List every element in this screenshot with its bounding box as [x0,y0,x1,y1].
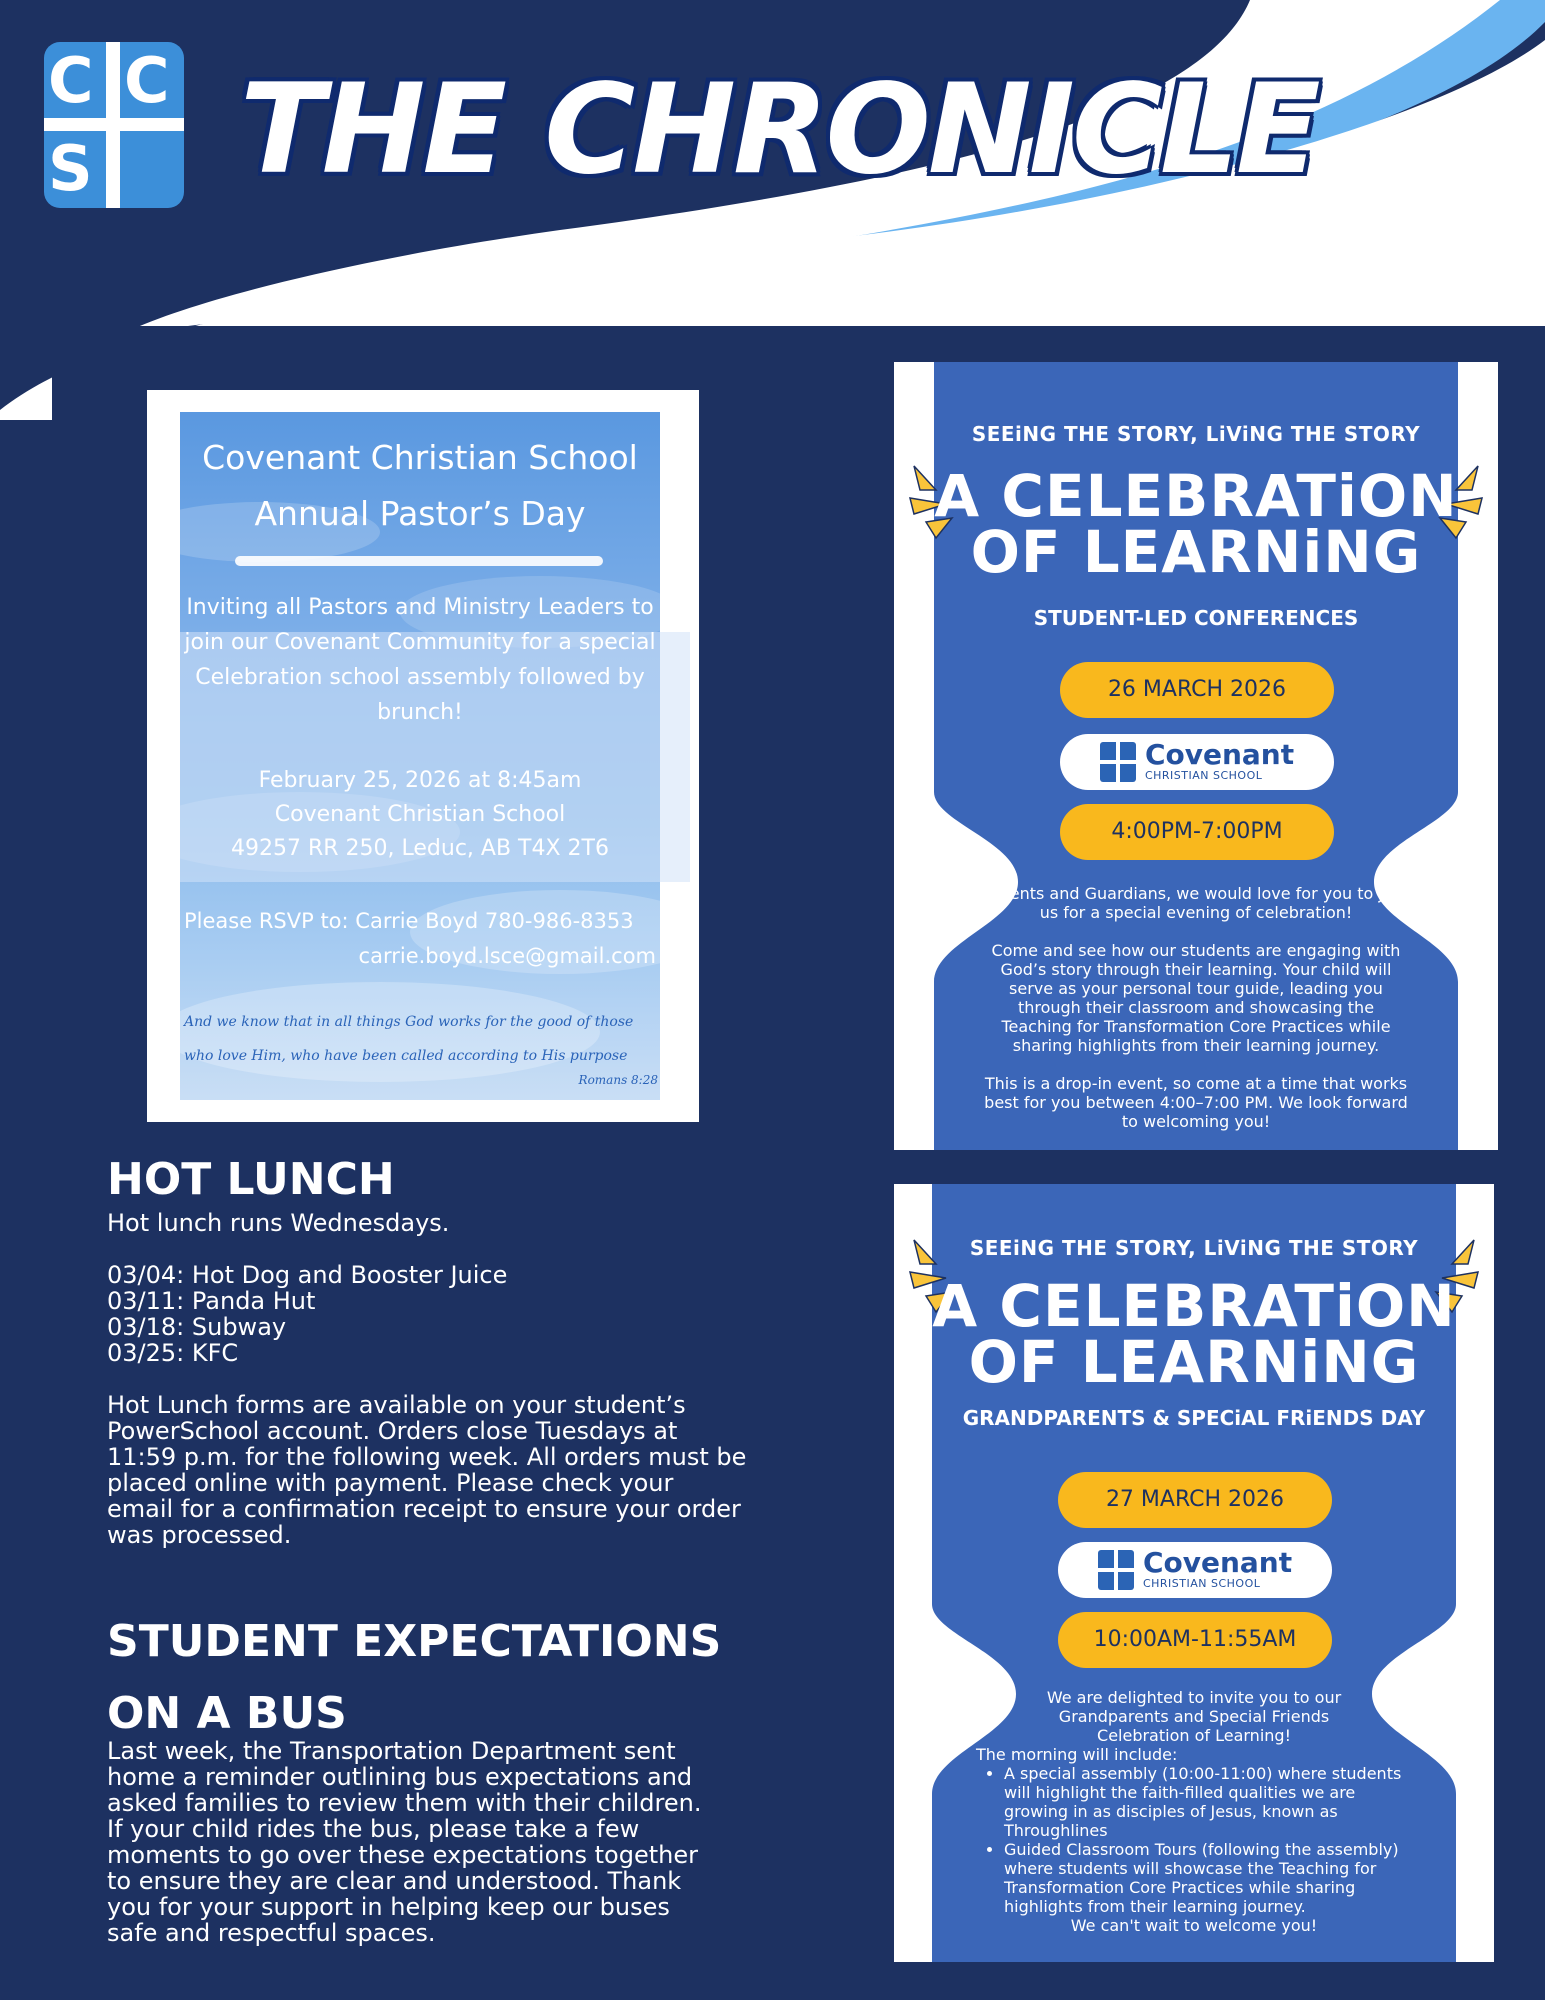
flyer1-logo-pill [1060,734,1334,790]
pastor-flyer-event-details [180,764,660,866]
flyer2-list-item: • A special assembly (10:00-11:00) where students will highlight the faith-filled qualities we are growing in as disciples of Jesus, known as Throughlines [1004,1764,1412,1840]
flyer1-body [982,884,1410,1131]
logo-letter: S [48,132,93,205]
pastor-event-date: February 25, 2026 at 8:45am [258,768,582,793]
covenant-logo-icon [1098,1550,1134,1590]
flyer2-paragraph: We are delighted to invite you to our Grandparents and Special Friends Celebration of Learning! [1046,1688,1342,1745]
hot-lunch-item: 03/25: KFC [107,1339,239,1367]
flyer2-list-intro: The morning will include: [976,1745,1178,1764]
flyer2-list [976,1764,1412,1916]
pastor-flyer-rsvp [180,904,660,974]
hot-lunch-heading: HOT LUNCH [107,1154,395,1205]
flyer1-paragraph: This is a drop-in event, so come at a time that works best for you between 4:00–7:00 PM. We look forward to welcoming you! [984,1074,1408,1131]
flyer2-title [932,1272,1456,1396]
flyer1-title-line1: A CELEBRATiON [934,462,1458,530]
verse-reference: Romans 8:28 [578,1073,658,1087]
flyer2-logo-sub: CHRISTIAN SCHOOL [1142,1577,1261,1590]
bus-heading [107,1606,721,1750]
hot-lunch-item: 03/18: Subway [107,1313,287,1341]
newsletter-title: THE CHRONICLE [240,58,1318,202]
flyer1-logo-sub: CHRISTIAN SCHOOL [1144,769,1263,782]
school-logo [44,42,184,208]
hot-lunch-section [107,1210,747,1548]
verse-text: And we know that in all things God works for the good of those who love Him, who have been called according to His purpose [184,1014,634,1064]
pastor-rsvp-contact: Please RSVP to: Carrie Boyd 780-986-8353 [184,909,634,933]
flyer2-title-line1: A CELEBRATiON [932,1272,1456,1340]
flyer1-tagline: SEEiNG THE STORY, LiViNG THE STORY [971,422,1421,446]
hot-lunch-item: 03/11: Panda Hut [107,1287,316,1315]
pastor-flyer-verse [184,1005,658,1087]
flyer1-paragraph: Parents and Guardians, we would love for you to join us for a special evening of celebration! [984,884,1408,922]
pastor-title-line2: Annual Pastor’s Day [254,494,586,533]
covenant-logo-icon [1100,742,1136,782]
flyer1-subtitle: STUDENT-LED CONFERENCES [1033,606,1359,630]
bus-body: Last week, the Transportation Department sent home a reminder outlining bus expectations and asked families to review them with their children. If your child rides the bus, please take a few moments to go over these expectations together to ensure they are clear and understood. Thank you for your support in helping keep our buses safe and respectful spaces. [107,1737,702,1947]
flyer1-logo-name: Covenant [1144,738,1295,771]
flyer2-logo-name: Covenant [1142,1546,1293,1579]
flyer1-date-pill: 26 MARCH 2026 [1060,662,1334,718]
bus-heading-line1: STUDENT EXPECTATIONS [107,1616,722,1667]
flyer2-subtitle: GRANDPARENTS & SPECiAL FRiENDS DAY [962,1406,1426,1430]
flyer1-title-line2: OF LEARNiNG [970,518,1422,586]
logo-cross-horizontal [44,118,184,131]
flyer-student-led-conferences [894,362,1498,1150]
flyer2-time-pill: 10:00AM-11:55AM [1058,1612,1332,1668]
flyer2-body [976,1688,1412,1935]
logo-letter: C [48,44,94,117]
bus-heading-line2: ON A BUS [107,1688,347,1739]
pastor-flyer-invite: Inviting all Pastors and Ministry Leaders to join our Covenant Community for a special Celebration school assembly followed by brunch! [184,595,656,725]
flyer2-list-item: • Guided Classroom Tours (following the assembly) where students will showcase the Teaching for Transformation Core Practices while sharing highlights from their learning journey. [1004,1840,1412,1916]
flyer2-tagline: SEEiNG THE STORY, LiViNG THE STORY [969,1236,1419,1260]
flyer1-time-pill: 4:00PM-7:00PM [1060,804,1334,860]
flyer2-title-line2: OF LEARNiNG [968,1328,1420,1396]
flyer2-date-pill: 27 MARCH 2026 [1058,1472,1332,1528]
flyer1-paragraph: Come and see how our students are engaging with God’s story through their learning. Your child will serve as your personal tour guide, leading you through their classroom and showcasing the Teaching for Transformation Core Practices while sharing highlights from their learning journey. [991,941,1401,1055]
pastor-event-address: 49257 RR 250, Leduc, AB T4X 2T6 [231,836,609,861]
pastor-event-venue: Covenant Christian School [274,802,566,827]
pastor-rsvp-email: carrie.boyd.lsce@gmail.com [358,944,656,968]
flyer1-title [934,462,1458,586]
pastor-flyer-brush-rule [235,556,603,566]
hot-lunch-note: Hot Lunch forms are available on your student’s PowerSchool account. Orders close Tuesdays at 11:59 p.m. for the following week. All orders must be placed online with payment. Please check your email for a confirmation receipt to ensure your order was processed. [107,1391,747,1549]
logo-letter: C [124,44,170,117]
flyer2-logo-pill [1058,1542,1332,1598]
hot-lunch-item: 03/04: Hot Dog and Booster Juice [107,1261,508,1289]
pastor-flyer-title [180,430,660,542]
pastor-title-line1: Covenant Christian School [202,438,638,477]
flyer-grandparents-day [894,1184,1494,1962]
flyer2-closing: We can't wait to welcome you! [1070,1916,1318,1935]
hot-lunch-intro: Hot lunch runs Wednesdays. [107,1209,450,1237]
